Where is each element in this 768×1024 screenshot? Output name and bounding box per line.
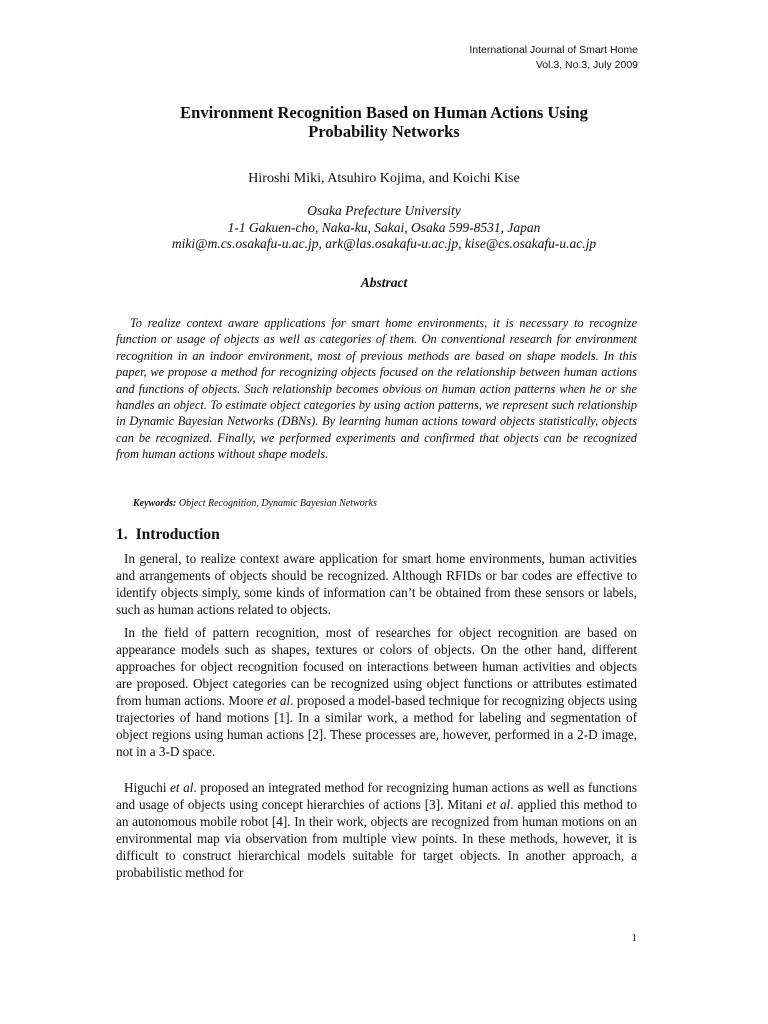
paragraph-3-text-c: . applied this method to an autonomous mobile robot [4]. In their work, objects are recognized from human motions on an environmental map via observation from multiple view points. In these methods, however, it is difficult to construct hierarchical models suitable for target objects. In another approach, a probabilistic method for: [116, 797, 638, 880]
page-number: 1: [631, 932, 637, 944]
affiliation-block: [115, 203, 653, 253]
title-line-2: Probability Networks: [308, 122, 460, 141]
paragraph-3-etal-2: et al: [486, 797, 511, 812]
paragraph-2-etal: et al: [266, 693, 291, 708]
paragraph-2-text-b: . proposed a model-based technique for recognizing objects using trajectories of hand motions [1]. In a similar work, a method for labeling and segmentation of object regions using human actions [2]. These processes are, however, performed in a 2-D image, not in a 3-D space.: [116, 693, 638, 759]
address: 1-1 Gakuen-cho, Naka-ku, Sakai, Osaka 599-8531, Japan: [227, 219, 541, 235]
keywords-line: [133, 497, 377, 510]
author-list: Hiroshi Miki, Atsuhiro Kojima, and Koichi Kise: [248, 171, 520, 186]
paragraph-3: [116, 779, 637, 881]
paragraph-3-etal-1: et al: [170, 780, 194, 795]
institution: Osaka Prefecture University: [307, 203, 461, 218]
paragraph-3-text-a: Higuchi: [124, 780, 171, 795]
section-heading-introduction: [116, 525, 220, 544]
keywords-label: Keywords:: [133, 498, 177, 509]
abstract-heading: Abstract: [360, 275, 408, 290]
journal-volume: Vol.3, No.3, July 2009: [535, 59, 638, 71]
title-line-1: Environment Recognition Based on Human Actions Using: [180, 103, 588, 122]
section-title: Introduction: [135, 526, 220, 543]
paragraph-3-text-b: . proposed an integrated method for recognizing human actions as well as functions and usage of objects using concept hierarchies of actions [3]. Mitani: [116, 780, 637, 812]
abstract-text: To realize context aware applications for smart home environments, it is necessary to recognize function or usage of objects as well as categories of them. On conventional research for environment recognition in an indoor environment, most of previous methods are based on shape models. In this paper, we propose a method for recognizing objects focused on the relationship between human actions and functions of objects. Such relationship becomes obvious on human action patterns when he or she handles an object. To estimate object categories by using action patterns, we represent such relationship in Dynamic Bayesian Networks (DBNs). By learning human actions toward objects statistically, objects can be recognized. Finally, we performed experiments and confirmed that objects can be recognized from human actions without shape models.: [116, 316, 637, 462]
journal-name: International Journal of Smart Home: [469, 44, 638, 56]
paragraph-1: [116, 550, 637, 618]
author-emails: miki@m.cs.osakafu-u.ac.jp, ark@las.osakafu-u.ac.jp, kise@cs.osakafu-u.ac.jp: [171, 236, 597, 251]
keywords-value: Object Recognition, Dynamic Bayesian Networks: [178, 498, 377, 509]
paragraph-2: [116, 624, 637, 760]
journal-header: [469, 43, 638, 73]
paragraph-1-text: In general, to realize context aware application for smart home environments, human activities and arrangements of objects should be recognized. Although RFIDs or bar codes are effective to identify objects simply, some kinds of information can’t be obtained from these sensors or labels, such as human actions related to objects.: [116, 551, 637, 617]
paper-title: [115, 103, 653, 141]
paragraph-2-text-a: In the field of pattern recognition, most of researches for object recognition are based on appearance models such as shapes, textures or colors of objects. On the other hand, different approaches for object recognition focused on interactions between human activities and objects are proposed. Object categories can be recognized using object functions or attributes estimated from human actions. Moore: [116, 625, 637, 708]
section-number: 1.: [116, 526, 128, 543]
abstract-text-block: [116, 315, 637, 463]
